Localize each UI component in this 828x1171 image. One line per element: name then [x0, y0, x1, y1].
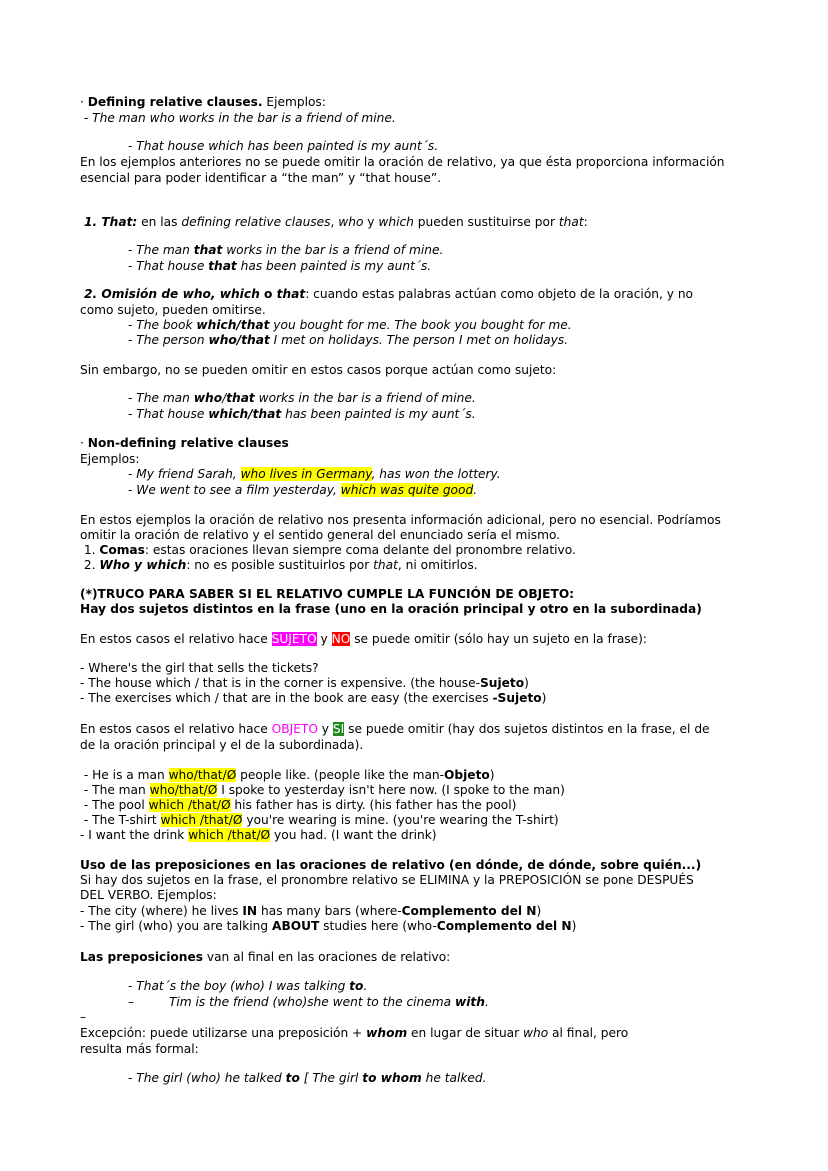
text: defining relative clauses	[181, 215, 331, 229]
text: , has won the lottery.	[371, 467, 501, 481]
highlight: who/that/Ø	[149, 783, 218, 797]
text: )	[541, 691, 547, 705]
text: - The man	[80, 783, 150, 797]
text: - I want the drink	[80, 828, 189, 842]
text: I spoke to yesterday isn't here now. (I spoke to the man)	[217, 783, 565, 797]
highlight: which /that/Ø	[160, 813, 243, 827]
defining-heading	[80, 94, 326, 110]
text: Complemento del N	[436, 919, 572, 933]
text: - The house which / that is in the corner is expensive. (the house-	[80, 676, 480, 690]
text: : no es posible sustituirlos por	[186, 558, 374, 572]
text: - The girl (who) he talked	[128, 1071, 286, 1085]
paragraph-line: En los ejemplos anteriores no se puede omitir la oración de relativo, ya que ésta proporciona información	[80, 155, 725, 169]
text: - The T-shirt	[80, 813, 161, 827]
text: - The city (where) he lives	[80, 904, 243, 918]
text: Las preposiciones	[80, 950, 203, 964]
example-line: - That house which has been painted is my aunt´s.	[128, 139, 439, 153]
text: whom	[366, 1026, 408, 1040]
highlight: who/that/Ø	[168, 768, 237, 782]
bullet: ·	[80, 95, 88, 109]
list-item	[80, 767, 495, 783]
text: - That house	[128, 407, 209, 421]
text: who	[193, 391, 223, 405]
text: you're wearing is mine. (you're wearing the T-shirt)	[242, 813, 559, 827]
text: which/that	[208, 407, 282, 421]
text: .	[473, 483, 478, 497]
list-item: - Where's the girl that sells the tickets?	[80, 661, 319, 675]
text: - That house	[128, 259, 209, 273]
text: that	[208, 259, 237, 273]
paragraph-line: DEL VERBO. Ejemplos:	[80, 888, 217, 902]
text: that	[373, 558, 398, 572]
trick-subheading: Hay dos sujetos distintos en la frase (uno en la oración principal y otro en la subordinada)	[80, 602, 702, 616]
text: y	[316, 632, 332, 646]
list-item	[80, 812, 559, 828]
text: works in the bar is a friend of mine.	[222, 243, 444, 257]
text: - The man	[128, 243, 194, 257]
text: - My friend Sarah,	[128, 467, 241, 481]
list-item	[80, 675, 529, 691]
bullet: ·	[80, 436, 88, 450]
text: pueden sustituirse por	[413, 215, 559, 229]
text: who	[338, 215, 364, 229]
text: people like. (people like the man-	[236, 768, 445, 782]
text: to	[285, 1071, 300, 1085]
text: en lugar de situar	[407, 1026, 524, 1040]
text: se puede omitir (sólo hay un sujeto en la frase):	[350, 632, 648, 646]
text: en las	[137, 215, 182, 229]
rule-lead: 2. Omisión de	[84, 287, 183, 301]
text: - The girl (who) you are talking	[80, 919, 273, 933]
text: .	[484, 995, 489, 1009]
subject-rule	[80, 631, 647, 647]
paragraph-line: omitir la oración de relativo y el sentido general del enunciado sería el mismo.	[80, 528, 561, 542]
text: ,	[330, 215, 339, 229]
non-defining-title: Non-defining relative clauses	[87, 436, 289, 450]
paragraph-line: Sin embargo, no se pueden omitir en estos casos porque actúan como sujeto:	[80, 363, 557, 377]
text: has many bars (where-	[257, 904, 402, 918]
text: - The man	[128, 391, 194, 405]
paragraph-line: esencial para poder identificar a “the man” y “that house”.	[80, 171, 442, 185]
text: )	[489, 768, 495, 782]
paragraph-line: resulta más formal:	[80, 1042, 199, 1056]
text: -Sujeto	[492, 691, 542, 705]
that-rule	[84, 214, 588, 230]
text: IN	[242, 904, 258, 918]
text: - We went to see a film yesterday,	[128, 483, 341, 497]
rule-lead: 1. That:	[84, 215, 138, 229]
text: Who y which	[99, 558, 187, 572]
text: .	[363, 979, 368, 993]
text: o	[259, 287, 277, 301]
text: who	[523, 1026, 549, 1040]
text: who/that	[208, 333, 270, 347]
text: to	[349, 979, 364, 993]
text: I met on holidays. The person I met on holidays.	[269, 333, 569, 347]
text: - He is a man	[80, 768, 169, 782]
text: , ni omitirlos.	[397, 558, 478, 572]
paragraph-line: Si hay dos sujetos en la frase, el pronombre relativo se ELIMINA y la PREPOSICIÓN se pone DESPUÉS	[80, 873, 694, 887]
example-line	[128, 978, 367, 994]
text: he talked.	[421, 1071, 487, 1085]
trick-heading: (*)TRUCO PARA SABER SI EL RELATIVO CUMPLE LA FUNCIÓN DE OBJETO:	[80, 587, 575, 601]
highlight: which /that/Ø	[188, 828, 271, 842]
highlight: who lives in Germany	[240, 467, 372, 481]
list-item	[80, 827, 437, 843]
text: that	[558, 215, 584, 229]
text: Sujeto	[480, 676, 525, 690]
paragraph-line	[80, 949, 450, 965]
example-line	[128, 1070, 487, 1086]
list-item	[80, 797, 516, 813]
text: y	[363, 215, 379, 229]
text: ABOUT	[272, 919, 320, 933]
omission-rule	[84, 286, 693, 302]
example-line	[128, 332, 568, 348]
text: that	[193, 243, 223, 257]
text: you had. (I want the drink)	[270, 828, 437, 842]
object-label: OBJETO	[271, 722, 318, 736]
text: Objeto	[444, 768, 490, 782]
example-line	[128, 406, 476, 422]
text: to whom	[362, 1071, 422, 1085]
text: se puede omitir (hay dos sujetos distintos en la frase, el de	[344, 722, 710, 736]
paragraph-line: de la oración principal y el de la subordinada).	[80, 738, 364, 752]
text: has been painted is my aunt´s.	[236, 259, 432, 273]
heading-tail: Ejemplos:	[262, 95, 326, 109]
example-line	[128, 317, 572, 333]
text: )	[524, 676, 529, 690]
text: - The person	[128, 333, 209, 347]
non-defining-heading	[80, 435, 289, 451]
text: - The book	[128, 318, 197, 332]
text: /	[222, 391, 227, 405]
text: that	[226, 391, 255, 405]
text: En estos casos el relativo hace	[80, 722, 272, 736]
text: :	[583, 215, 588, 229]
text: 2.	[80, 558, 100, 572]
text: Excepción: puede utilizarse una preposición +	[80, 1026, 367, 1040]
example-line: - The man who works in the bar is a friend of mine.	[80, 111, 396, 125]
text: En estos casos el relativo hace	[80, 632, 272, 646]
text: - The exercises which / that are in the book are easy (the exercises	[80, 691, 493, 705]
text: [ The girl	[299, 1071, 363, 1085]
text: with	[455, 995, 485, 1009]
paragraph-line	[80, 1025, 628, 1041]
list-item	[80, 918, 576, 934]
text: which	[378, 215, 414, 229]
object-rule	[80, 721, 710, 737]
dash-line: –	[80, 1010, 87, 1024]
example-line	[128, 466, 501, 482]
text: Complemento del N	[401, 904, 537, 918]
paragraph-line: En estos ejemplos la oración de relativo nos presenta información adicional, pero no esencial. Podríamos	[80, 513, 721, 527]
list-item	[80, 903, 541, 919]
text: – Tim is the friend (who)she went to the cinema	[128, 995, 455, 1009]
text: his father has is dirty. (his father has the pool)	[230, 798, 517, 812]
paragraph-line: como sujeto, pueden omitirse.	[80, 303, 266, 317]
numbered-item	[80, 557, 478, 573]
paragraph-line: Ejemplos:	[80, 452, 140, 466]
text: that	[276, 287, 306, 301]
text: 1.	[80, 543, 100, 557]
prepositions-heading: Uso de las preposiciones en las oraciones de relativo (en dónde, de dónde, sobre quién...)	[80, 858, 702, 872]
text: has been painted is my aunt´s.	[281, 407, 476, 421]
defining-title: Defining relative clauses.	[87, 95, 263, 109]
text: )	[536, 904, 542, 918]
text: who, which	[182, 287, 260, 301]
text: - The pool	[80, 798, 149, 812]
list-item	[80, 690, 546, 706]
text: - That´s the boy (who) I was talking	[128, 979, 350, 993]
text: al final, pero	[548, 1026, 629, 1040]
text: which/that	[196, 318, 270, 332]
example-line	[128, 482, 477, 498]
highlight: which /that/Ø	[148, 798, 231, 812]
text: : estas oraciones llevan siempre coma delante del pronombre relativo.	[144, 543, 576, 557]
text: )	[571, 919, 577, 933]
numbered-item	[80, 542, 576, 558]
example-line	[128, 994, 489, 1010]
text: y	[317, 722, 333, 736]
no-badge: NO	[331, 632, 351, 646]
text: : cuando estas palabras actúan como objeto de la oración, y no	[305, 287, 694, 301]
si-badge: SI	[332, 722, 345, 736]
text: studies here (who-	[319, 919, 437, 933]
text: works in the bar is a friend of mine.	[254, 391, 476, 405]
example-line	[128, 242, 443, 258]
example-line	[128, 390, 476, 406]
text: Comas	[99, 543, 145, 557]
list-item	[80, 782, 565, 798]
example-line	[128, 258, 431, 274]
text: you bought for me. The book you bought for me.	[269, 318, 572, 332]
text: van al final en las oraciones de relativo:	[203, 950, 451, 964]
subject-badge: SUJETO	[271, 632, 317, 646]
highlight: which was quite good	[340, 483, 474, 497]
